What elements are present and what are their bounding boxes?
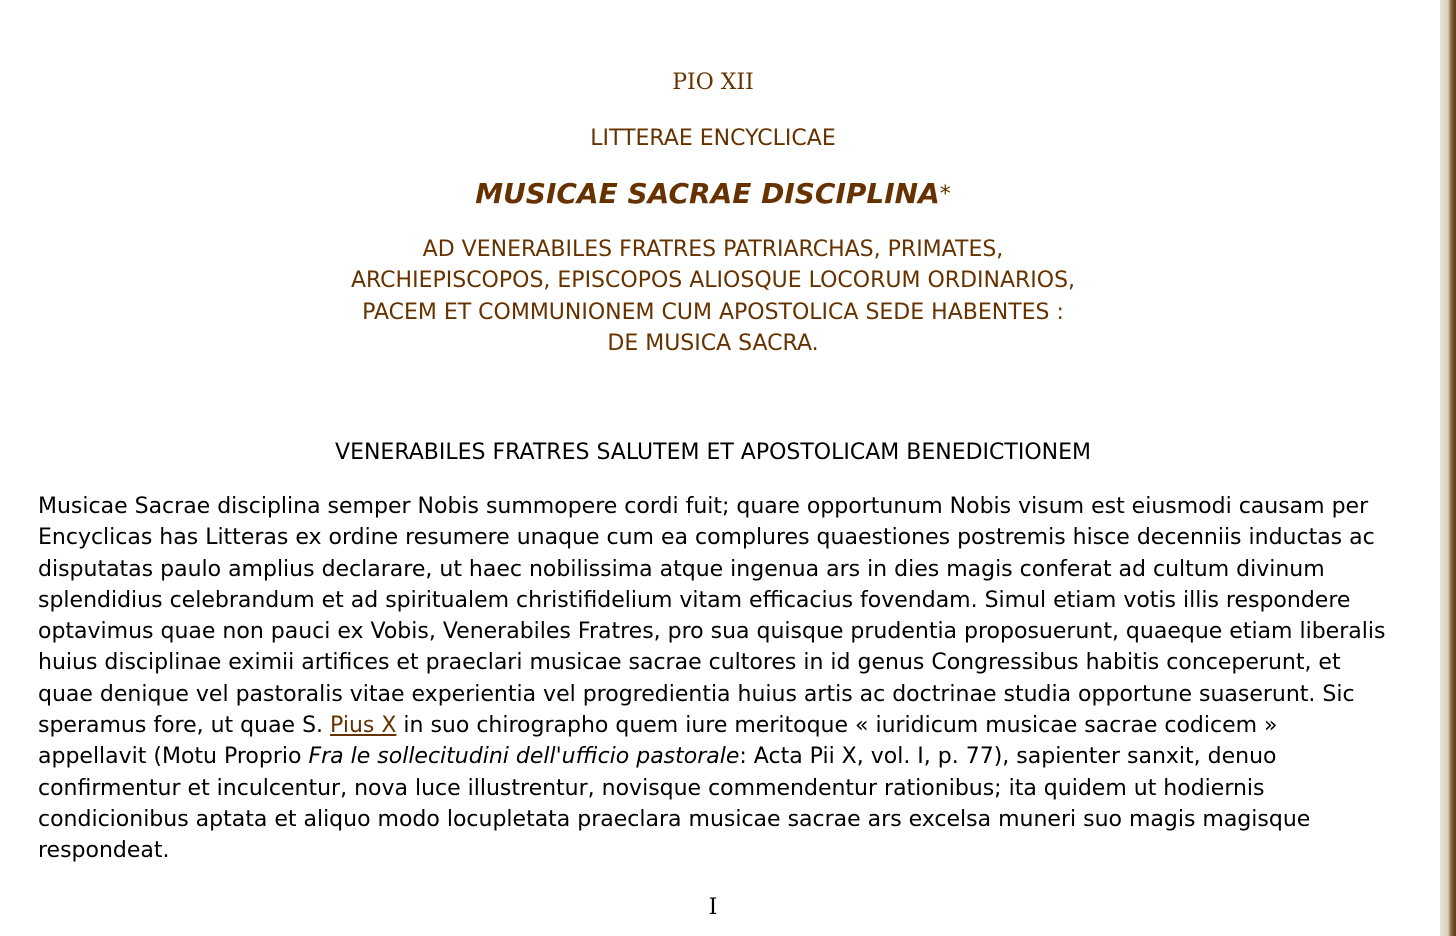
salutation: VENERABILES FRATRES SALUTEM ET APOSTOLICAM BENEDICTIONEM	[335, 440, 1091, 465]
pius-x-link[interactable]: Pius X	[330, 713, 397, 739]
section-number: I	[708, 895, 718, 920]
page-title	[0, 176, 1426, 213]
title-text: MUSICAE SACRAE DISCIPLINA	[475, 177, 940, 210]
addressee-block	[0, 234, 1426, 359]
window-edge	[1440, 0, 1456, 936]
italic-title: Fra le sollecitudini dell'ufficio pastorale	[308, 744, 740, 770]
document-type-heading: LITTERAE ENCYCLICAE	[590, 126, 836, 151]
footnote-marker[interactable]: *	[939, 182, 951, 207]
paragraph-text: in suo chirographo quem iure meritoque « iuridicum musicae sacrae codicem » appellavit (Motu Proprio	[38, 713, 1278, 770]
author-heading: PIO XII	[672, 70, 754, 95]
paragraph-text: : Acta Pii X, vol. I, p. 77), sapienter sanxit, denuo confirmentur et inculcentur, nova luce illustrentur, novisque commendentur rationibus; ita quidem ut hodiernis condicionibus aptata et aliquo modo locupletata praeclara musicae sacrae ars excelsa muneri suo magis magisque respondeat.	[38, 744, 1311, 864]
paragraph-text: Musicae Sacrae disciplina semper Nobis summopere cordi fuit; quare opportunum Nobis visum est eiusmodi causam per Encyclicas has Litteras ex ordine resumere unaque cum ea complures quaestiones postremis hisce decenniis inductas ac disputatas paulo amplius declarare, ut haec nobilissima atque ingenua ars in dies magis conferat ad cultum divinum splendidius celebrandum et ad spiritualem christifidelium vitam efficacius fovendam. Simul etiam votis illis respondere optavimus quae non pauci ex Vobis, Venerabiles Fratres, pro sua quisque prudentia proposuerunt, quaeque etiam liberalis huius disciplinae eximii artifices et praeclari musicae sacrae cultores in id genus Congressibus habitis conceperunt, et quae denique vel pastoralis vitae experientia vel progredientia huius artis ac doctrinae studia opportune suaserunt. Sic speramus fore, ut quae S.	[38, 494, 1386, 739]
addressee-line: PACEM ET COMMUNIONEM CUM APOSTOLICA SEDE HABENTES :	[362, 299, 1064, 325]
addressee-line: AD VENERABILES FRATRES PATRIARCHAS, PRIMATES,	[422, 237, 1004, 262]
body-paragraph	[38, 491, 1388, 867]
addressee-line: ARCHIEPISCOPOS, EPISCOPOS ALIOSQUE LOCORUM ORDINARIOS,	[350, 268, 1076, 294]
addressee-line: DE MUSICA SACRA.	[607, 330, 819, 356]
